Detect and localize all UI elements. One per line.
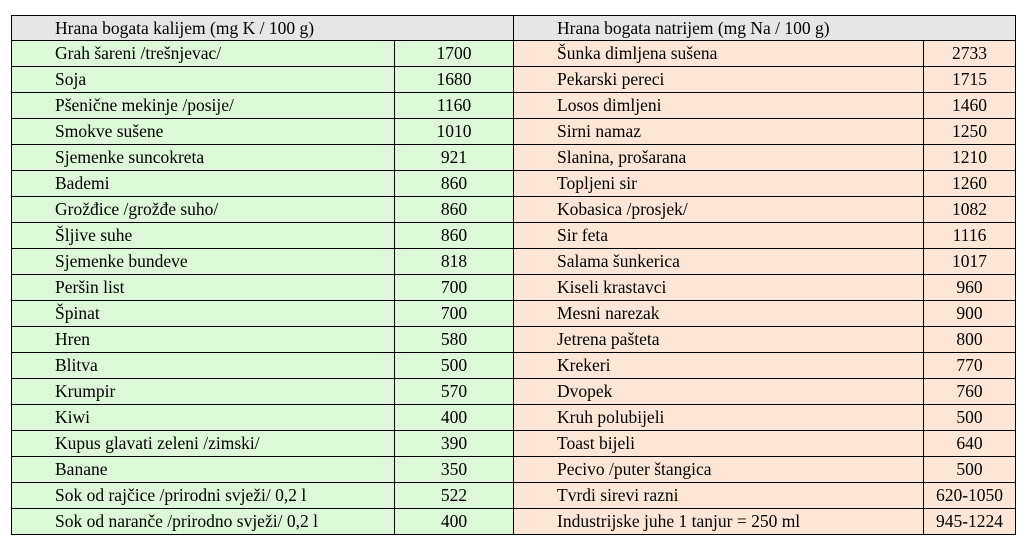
sodium-value-cell: 1460 [924,93,1016,119]
sodium-value-cell: 1017 [924,249,1016,275]
sodium-food-cell: Tvrdi sirevi razni [514,483,924,509]
potassium-value-cell: 1700 [395,41,514,67]
potassium-value-cell: 500 [395,353,514,379]
sodium-food-cell: Kruh polubijeli [514,405,924,431]
table-row [12,431,1016,457]
potassium-food-cell: Kupus glavati zeleni /zimski/ [12,431,395,457]
sodium-food-cell: Kiseli krastavci [514,275,924,301]
sodium-food-cell: Sir feta [514,223,924,249]
table-row [12,275,1016,301]
sodium-food-cell: Slanina, prošarana [514,145,924,171]
potassium-value-cell: 570 [395,379,514,405]
sodium-food-cell: Krekeri [514,353,924,379]
potassium-value-cell: 400 [395,509,514,535]
potassium-food-cell: Krumpir [12,379,395,405]
table-row [12,301,1016,327]
potassium-food-cell: Soja [12,67,395,93]
potassium-food-cell: Pšenične mekinje /posije/ [12,93,395,119]
potassium-value-cell: 580 [395,327,514,353]
sodium-food-cell: Pecivo /puter štangica [514,457,924,483]
potassium-food-cell: Sjemenke bundeve [12,249,395,275]
sodium-food-cell: Jetrena pašteta [514,327,924,353]
potassium-value-cell: 700 [395,301,514,327]
potassium-food-cell: Sjemenke suncokreta [12,145,395,171]
table-row [12,353,1016,379]
potassium-value-cell: 921 [395,145,514,171]
potassium-value-cell: 400 [395,405,514,431]
sodium-food-cell: Šunka dimljena sušena [514,41,924,67]
sodium-value-cell: 1082 [924,197,1016,223]
potassium-food-cell: Bademi [12,171,395,197]
potassium-food-cell: Hren [12,327,395,353]
potassium-value-cell: 1680 [395,67,514,93]
table-row [12,119,1016,145]
sodium-food-cell: Topljeni sir [514,171,924,197]
table-row [12,509,1016,535]
potassium-value-cell: 860 [395,171,514,197]
table-row [12,327,1016,353]
sodium-food-cell: Mesni narezak [514,301,924,327]
sodium-food-cell: Toast bijeli [514,431,924,457]
table-row [12,405,1016,431]
potassium-food-cell: Špinat [12,301,395,327]
sodium-value-cell: 760 [924,379,1016,405]
sodium-value-cell: 500 [924,405,1016,431]
sodium-value-cell: 620-1050 [924,483,1016,509]
table-body [12,41,1016,535]
sodium-value-cell: 900 [924,301,1016,327]
sodium-value-cell: 640 [924,431,1016,457]
sodium-value-cell: 945-1224 [924,509,1016,535]
potassium-value-cell: 390 [395,431,514,457]
potassium-food-cell: Grožđice /grožđe suho/ [12,197,395,223]
potassium-value-cell: 1160 [395,93,514,119]
sodium-value-cell: 500 [924,457,1016,483]
sodium-value-cell: 1250 [924,119,1016,145]
sodium-food-cell: Pekarski pereci [514,67,924,93]
potassium-food-cell: Blitva [12,353,395,379]
sodium-food-cell: Sirni namaz [514,119,924,145]
table-row [12,483,1016,509]
sodium-value-cell: 2733 [924,41,1016,67]
potassium-food-cell: Sok od rajčice /prirodni svježi/ 0,2 l [12,483,395,509]
potassium-food-cell: Sok od naranče /prirodno svježi/ 0,2 l [12,509,395,535]
table-row [12,67,1016,93]
sodium-food-cell: Salama šunkerica [514,249,924,275]
table-row [12,223,1016,249]
table-row [12,197,1016,223]
potassium-value-cell: 860 [395,197,514,223]
header-row [12,16,1016,41]
potassium-value-cell: 700 [395,275,514,301]
sodium-value-cell: 1715 [924,67,1016,93]
table-row [12,457,1016,483]
sodium-food-cell: Industrijske juhe 1 tanjur = 250 ml [514,509,924,535]
potassium-value-cell: 818 [395,249,514,275]
sodium-food-cell: Dvopek [514,379,924,405]
potassium-value-cell: 860 [395,223,514,249]
potassium-value-cell: 350 [395,457,514,483]
table-row [12,93,1016,119]
potassium-food-cell: Banane [12,457,395,483]
food-minerals-table [11,15,1016,535]
potassium-food-cell: Grah šareni /trešnjevac/ [12,41,395,67]
potassium-food-cell: Šljive suhe [12,223,395,249]
table-row [12,171,1016,197]
potassium-value-cell: 522 [395,483,514,509]
sodium-value-cell: 1210 [924,145,1016,171]
sodium-value-cell: 770 [924,353,1016,379]
potassium-food-cell: Peršin list [12,275,395,301]
table-row [12,249,1016,275]
sodium-food-cell: Losos dimljeni [514,93,924,119]
potassium-food-cell: Smokve sušene [12,119,395,145]
potassium-value-cell: 1010 [395,119,514,145]
sodium-header: Hrana bogata natrijem (mg Na / 100 g) [514,16,1016,41]
sodium-value-cell: 1260 [924,171,1016,197]
potassium-food-cell: Kiwi [12,405,395,431]
sodium-value-cell: 960 [924,275,1016,301]
sodium-food-cell: Kobasica /prosjek/ [514,197,924,223]
potassium-header: Hrana bogata kalijem (mg K / 100 g) [12,16,514,41]
table-row [12,41,1016,67]
sodium-value-cell: 1116 [924,223,1016,249]
table-row [12,145,1016,171]
sodium-value-cell: 800 [924,327,1016,353]
table-row [12,379,1016,405]
